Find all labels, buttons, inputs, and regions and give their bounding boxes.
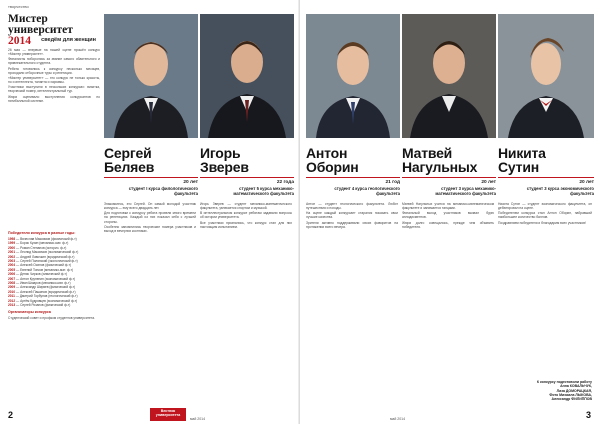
article-paragraph: На сцене каждый конкурсант старался показать свои лучшие качества.: [306, 211, 398, 220]
winner-row: 2004 — Алексей Осипов (физический ф-т): [8, 263, 71, 268]
contestant-first-name: Сергей: [104, 145, 152, 161]
credits-block: [498, 380, 592, 401]
winner-row: 2002 — Андрей Лавочкин (юридический ф-т): [8, 254, 75, 259]
contestant-role: студент I курса филологического факультета: [128, 186, 198, 197]
contestant-photo-zverev: [200, 14, 294, 138]
winner-row: 1998 — Вячеслав Максимов (физический ф-т): [8, 237, 77, 241]
winner-year: 1999: [8, 241, 16, 246]
winner-row: 2007 — Антон Крупенин (экономический ф-т): [8, 276, 76, 281]
rubric-label: творчество: [8, 4, 29, 9]
winner-year: 2004: [8, 263, 16, 268]
masthead-subtitle: сведём для женщин: [41, 37, 96, 43]
winner-year: 2002: [8, 254, 16, 259]
contestant-role: студент 5 курса механико-математического факультета: [233, 186, 294, 197]
article-paragraph: Победителем конкурса стал Антон Оборин, набравший наибольшее количество баллов.: [498, 211, 592, 220]
winners-heading: Победители конкурса в разные годы:: [8, 231, 76, 235]
contestant-age: 20 лет: [579, 180, 594, 185]
winner-text: Артём Кудрявцев (экономический ф-т): [20, 298, 78, 303]
winner-row: 2006 — Денис Чирков (химический ф-т): [8, 272, 67, 277]
winner-year: 2011: [8, 294, 15, 299]
contestant-last-name: Нагульных: [402, 159, 478, 175]
contestant-first-name: Антон: [306, 145, 348, 161]
contestant-last-name: Зверев: [200, 159, 249, 175]
contestant-photo-nagulnykh: [402, 14, 496, 138]
contestant-role: студент 3 курса экономического факультета: [526, 186, 594, 197]
article-column: [306, 202, 398, 230]
winner-row: 2013 — Сергей Розанов (физический ф-т): [8, 303, 71, 308]
article-column: [498, 202, 592, 226]
winner-year: 2010: [8, 289, 16, 294]
contestant-age: 21 год: [385, 180, 400, 185]
contestant-role: студент 3 курса механико-математического факультета: [435, 186, 496, 197]
portrait-illustration: [498, 14, 594, 138]
organizers-text: Студенческий совет и профком студентов университета.: [8, 316, 95, 320]
winner-year: 2000: [8, 245, 16, 250]
contestant-last-name: Сутин: [498, 159, 539, 175]
article-paragraph: Антон — студент геологического факультета. Любит путешествия и походы.: [306, 202, 398, 211]
portrait-illustration: [104, 14, 198, 138]
divider: [104, 177, 198, 178]
contestant-last-name: Оборин: [306, 159, 359, 175]
title-year: 2014: [8, 35, 31, 47]
article-paragraph: Все участники признались, что конкурс стал для них настоящим испытанием.: [200, 220, 292, 229]
winner-text: Леонид Максимов (экономический ф-т): [20, 250, 79, 255]
intro-paragraph: «Мистер университет» — это конкурс не только красоты, но и интеллекта, таланта и харизмы.: [8, 75, 100, 85]
contestant-photo-beliaev: [104, 14, 198, 138]
winners-list: [8, 237, 100, 308]
intro-paragraph: Финалисты поборолись за звание самого обаятельного и привлекательного студента.: [8, 57, 100, 66]
article-paragraph: Жюри долго совещалось, прежде чем объявить победителя.: [402, 220, 494, 229]
article-paragraph: Знакомьтесь, это Сергей. Он самый молодой участник конкурса — ему всего двадцать лет.: [104, 202, 196, 211]
contestant-first-name: Никита: [498, 145, 546, 161]
winner-text: Борис Кузин (механико-мат. ф-т): [20, 241, 69, 246]
page-number: 3: [586, 410, 592, 420]
winner-row: 2009 — Александр Ширяев (физический ф-т): [8, 285, 76, 290]
page-number: 2: [8, 410, 14, 420]
contestant-role: студент 4 курса геологического факультета: [334, 186, 400, 197]
winner-year: 2001: [8, 250, 16, 255]
article-paragraph: В интеллектуальном конкурсе ребятам задавали вопросы об истории университета.: [200, 211, 292, 220]
article-column: [200, 202, 292, 230]
winner-text: Антон Крупенин (экономический ф-т): [20, 276, 76, 281]
intro-paragraph: Ребята готовились к конкурсу несколько месяцев, проходили отборочные туры и репетиции.: [8, 66, 100, 75]
contestant-first-name: Игорь: [200, 145, 241, 161]
article-paragraph: Никита Сутин — студент экономического факультета, он дебютировал на сцене.: [498, 202, 592, 211]
contestant-name: [402, 146, 477, 174]
winner-text: Иван Шмаров (механико-мат. ф-т): [20, 281, 71, 286]
footer-brand: Вестник университета: [150, 408, 186, 421]
winner-row: 2010 — Алексей Пашинов (юридический ф-т): [8, 289, 76, 294]
article-paragraph: Финальный выход участников вызвал бурю аплодисментов.: [402, 211, 494, 220]
credit-line: Анна КОВАЛЬЧУК,: [560, 384, 592, 389]
divider: [498, 177, 594, 178]
intro-paragraph: Жюри оценивало выступления конкурсантов по пятибалльной системе.: [8, 94, 100, 103]
winner-text: Роман Степанов (историч. ф-т): [20, 245, 67, 250]
intro-column: [8, 48, 100, 104]
divider: [306, 177, 400, 178]
portrait-illustration: [200, 14, 294, 138]
winner-row: 2011 — Дмитрий Горбунов (геологический ф-т): [8, 294, 78, 299]
credit-line: К конкурсу подготовили работу: [536, 380, 592, 384]
winner-year: 2005: [8, 267, 16, 272]
winner-year: 2008: [8, 281, 16, 286]
winner-row: 2003 — Сергей Полянский (экологический ф-т): [8, 259, 78, 264]
contestant-age: 20 лет: [183, 180, 198, 185]
winner-year: 2007: [8, 276, 16, 281]
winner-text: Дмитрий Горбунов (геологический ф-т): [19, 294, 78, 299]
contestant-last-name: Беляев: [104, 159, 155, 175]
winner-text: Сергей Полянский (экологический ф-т): [20, 259, 78, 264]
contestant-name: [200, 146, 249, 174]
contestant-photo-oborin: [306, 14, 400, 138]
article-column: [104, 202, 196, 234]
winner-row: 2012 — Артём Кудрявцев (экономический ф-т): [8, 298, 78, 303]
winner-text: Вячеслав Максимов (физический ф-т): [20, 237, 77, 241]
title-line-2: университет: [8, 24, 73, 36]
contestant-age: 20 лет: [481, 180, 496, 185]
winner-year: 2009: [8, 285, 16, 290]
article-paragraph: Зрители активно поддерживали своих фаворитов на протяжении всего вечера.: [306, 220, 398, 229]
winner-year: 1998: [8, 237, 16, 241]
winner-row: 2005 — Евгений Тонков (механико-мат. ф-т): [8, 267, 74, 272]
title-line-1: Мистер: [8, 13, 48, 25]
winner-text: Евгений Тонков (механико-мат. ф-т): [20, 267, 74, 272]
contestant-first-name: Матвей: [402, 145, 453, 161]
intro-paragraph: Участники выступили в нескольких конкурсах: визитка, творческий номер, интеллектуальный тур.: [8, 85, 100, 94]
intro-paragraph: 26 мая — впервые на нашей сцене прошёл конкурс «Мистер университет».: [8, 48, 100, 57]
article-paragraph: Поздравляем победителя и благодарим всех участников!: [498, 220, 586, 225]
contestant-age: 22 года: [276, 180, 294, 185]
winner-text: Андрей Лавочкин (юридический ф-т): [20, 254, 75, 259]
divider: [402, 177, 496, 178]
winner-row: 2008 — Иван Шмаров (механико-мат. ф-т): [8, 281, 71, 286]
winner-text: Александр Ширяев (физический ф-т): [20, 285, 76, 290]
winner-row: 2001 — Леонид Максимов (экономический ф-т): [8, 250, 79, 255]
divider: [200, 177, 294, 178]
article-paragraph: Матвей Нагульных учится на механико-математическом факультете и занимается танцами.: [402, 202, 494, 211]
winner-text: Алексей Пашинов (юридический ф-т): [20, 289, 76, 294]
winner-row: 1999 — Борис Кузин (механико-мат. ф-т): [8, 241, 69, 246]
credit-line: Лиза ДОМОРАЦКАЯ,: [556, 388, 592, 393]
winner-year: 2012: [8, 298, 16, 303]
right-page: [300, 0, 600, 424]
contestant-photo-sutin: [498, 14, 594, 138]
footer-date: май 2014: [390, 417, 406, 421]
contestant-name: [104, 146, 154, 174]
contestant-name: [498, 146, 546, 174]
credit-line: Фото Михаила ЛЫКОВА,: [549, 392, 592, 397]
article-paragraph: Для подготовки к конкурсу ребята провели много времени на репетициях. Каждый из них показал себя с лучшей стороны.: [104, 211, 196, 224]
winner-year: 2013: [8, 303, 16, 308]
article-column: [402, 202, 494, 230]
winner-text: Сергей Розанов (физический ф-т): [20, 303, 71, 308]
winner-year: 2003: [8, 259, 16, 264]
winner-year: 2006: [8, 272, 16, 277]
portrait-illustration: [402, 14, 496, 138]
portrait-illustration: [306, 14, 400, 138]
winner-text: Денис Чирков (химический ф-т): [20, 272, 67, 277]
contestant-name: [306, 146, 359, 174]
credit-line: Александр ФИЛИППОВ: [551, 397, 592, 402]
article-paragraph: Игорь Зверев — студент механико-математического факультета, увлекается спортом и музыкой.: [200, 202, 292, 211]
footer-date: май 2014: [190, 417, 206, 421]
article-paragraph: Особенно запомнились творческие номера участников и выход в вечерних костюмах.: [104, 224, 196, 233]
winner-text: Алексей Осипов (физический ф-т): [20, 263, 71, 268]
winner-row: 2000 — Роман Степанов (историч. ф-т): [8, 245, 67, 250]
organizers-heading: Организаторы конкурса: [8, 310, 51, 314]
